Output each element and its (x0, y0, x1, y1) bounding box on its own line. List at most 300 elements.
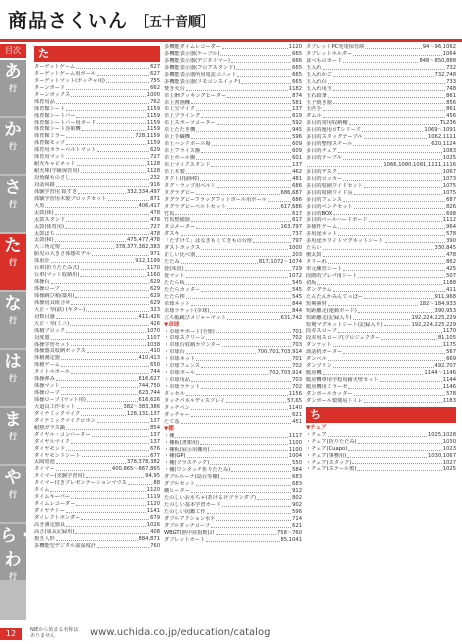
index-entry (34, 120, 160, 127)
entry-pages: 1004 (288, 453, 302, 460)
entry-name: 卓上手織機 (164, 134, 190, 141)
entry-pages: 620,1124 (431, 141, 456, 148)
entry-name: ダイナミックマイク (34, 410, 81, 417)
index-entry (306, 134, 456, 141)
leader-dots (78, 189, 126, 194)
entry-pages: 1144 (442, 377, 456, 383)
entry-pages: 332,334,497 (126, 188, 160, 195)
entry-pages: 728,1159 (135, 133, 160, 140)
entry-name: 多目的BOX (306, 210, 333, 217)
entry-name: タッセル (164, 390, 185, 397)
entry-name: ターンボード (34, 84, 66, 91)
leader-dots (87, 348, 149, 353)
index-entry (306, 377, 456, 384)
entry-pages: 492,707 (434, 363, 456, 370)
index-entry (306, 238, 456, 245)
entry-pages: 1107 (146, 334, 160, 341)
index-entry (306, 356, 456, 363)
entry-pages: 1100 (288, 446, 302, 453)
index-entry (34, 543, 160, 550)
index-entry (306, 58, 456, 65)
index-entry (306, 460, 456, 467)
entry-pages: 686 (292, 196, 302, 203)
leader-dots (175, 211, 291, 216)
index-entry (306, 432, 456, 439)
leader-dots (56, 182, 149, 187)
entry-pages: 737 (292, 231, 302, 238)
leader-dots (56, 231, 149, 236)
entry-pages: 378,377,382,383 (115, 244, 160, 251)
leader-dots (227, 204, 280, 209)
entry-name: ダイヤナトー (34, 508, 66, 514)
index-entry (164, 342, 302, 349)
entry-name: ダイヤル・コンバーター (34, 431, 91, 438)
entry-pages: 902 (292, 502, 302, 508)
entry-name: 短期素材 (306, 300, 327, 307)
index-entry (34, 161, 160, 168)
index-entry (34, 362, 160, 369)
entry-pages: 1188 (442, 279, 456, 286)
index-entry (34, 113, 160, 120)
leader-dots (343, 176, 442, 181)
entry-pages: 1083 (442, 148, 456, 155)
entry-pages: 203 (292, 252, 302, 259)
entry-name: 体育館シート (34, 105, 66, 112)
entry-name: 体操ロープ (34, 286, 60, 292)
leader-dots (317, 280, 441, 285)
leader-dots (71, 494, 146, 499)
index-entry (34, 217, 160, 224)
index-entry (164, 266, 302, 273)
entry-pages: 584 (292, 467, 302, 474)
entry-pages: 627 (150, 70, 160, 77)
entry-pages: 861 (446, 106, 456, 113)
index-entry (34, 265, 160, 272)
entry-pages: 1072 (288, 272, 302, 279)
entry-pages: 733 (446, 78, 456, 85)
entry-pages: 631,742 (280, 314, 302, 321)
leader-dots (51, 335, 146, 340)
leader-dots (328, 356, 445, 361)
index-entry (34, 279, 160, 286)
index-entry (306, 148, 456, 155)
leader-dots (338, 224, 445, 229)
entry-name: ・棚(GP) (164, 453, 186, 460)
entry-pages: 382〜383,386 (123, 403, 160, 410)
entry-pages: 702,703,914 (268, 370, 302, 377)
index-entry (164, 301, 302, 308)
entry-name: 体操学習セット (34, 341, 71, 348)
index-column-2 (164, 44, 302, 544)
index-entry (306, 266, 456, 273)
leader-dots (211, 162, 291, 167)
index-entry (34, 251, 160, 258)
leader-dots (348, 384, 441, 389)
entry-name: 体育館ミラー (34, 133, 66, 140)
leader-dots (364, 183, 442, 188)
entry-pages: 727 (150, 223, 160, 230)
leader-dots (227, 93, 291, 98)
leader-dots (328, 301, 419, 306)
leader-dots (128, 480, 153, 485)
entry-name: タッチペン (164, 404, 190, 411)
entry-pages: 408 (150, 528, 160, 535)
index-entry (34, 133, 160, 140)
entry-pages: 545 (292, 286, 302, 293)
entry-pages: 1160 (146, 272, 160, 279)
entry-name: 体育用品 (34, 98, 55, 105)
leader-dots (186, 349, 257, 354)
index-entry (306, 155, 456, 162)
leader-dots (323, 252, 446, 257)
index-entry (164, 384, 302, 391)
leader-dots (81, 411, 126, 416)
entry-name: ダンボール製簡易トイレ (306, 397, 363, 404)
entry-pages: 683 (292, 474, 302, 481)
index-entry (34, 182, 160, 189)
leader-dots (56, 314, 138, 319)
entry-name: 卓上フライス盤 (164, 148, 201, 155)
entry-name: 体操跳び箱(薬用) (34, 292, 75, 299)
leader-dots (56, 376, 138, 381)
leader-dots (97, 120, 146, 125)
entry-name: 短期マグネットシート(記録入り) (306, 321, 383, 328)
footer-note: NIEから始まる名称は ありません (30, 627, 79, 639)
leader-dots (75, 293, 149, 298)
page-title: 商品さくいん (8, 10, 129, 32)
entry-name: 卓上書画機 (164, 99, 190, 106)
index-tab-sublabel: 行 (9, 432, 17, 441)
entry-name: 対度器 (34, 334, 50, 341)
leader-dots (66, 446, 149, 451)
entry-pages: 462 (292, 168, 302, 175)
entry-pages: 137 (150, 438, 160, 445)
index-entry (164, 127, 302, 134)
index-entry (164, 51, 302, 58)
entry-name: タイムレコーダー (34, 501, 76, 508)
leader-dots (222, 342, 291, 347)
entry-pages: 545 (292, 293, 302, 300)
entry-pages: 581 (292, 99, 302, 106)
index-entry (306, 294, 456, 301)
entry-pages: 848〜850,888 (419, 57, 456, 64)
entry-pages: 862 (446, 259, 456, 266)
index-entry (164, 315, 302, 322)
index-entry (164, 391, 302, 398)
leader-dots (206, 335, 291, 340)
leader-dots (61, 244, 114, 249)
entry-name: 体操弾み (34, 376, 55, 383)
index-entry (164, 405, 302, 412)
index-entry (164, 412, 302, 419)
index-entry (164, 460, 302, 467)
leader-dots (354, 190, 442, 195)
entry-name: 玉入れ台 (306, 78, 327, 85)
index-entry (306, 190, 456, 197)
entry-name: 大正・琴(ミニ) (34, 320, 70, 327)
index-entry (306, 308, 456, 315)
entry-pages: 406,417 (138, 202, 160, 209)
leader-dots (216, 530, 276, 535)
index-tab-9[interactable] (0, 524, 34, 581)
leader-dots (323, 106, 446, 111)
entry-pages: 621 (292, 522, 302, 529)
leader-dots (191, 377, 291, 382)
leader-dots (76, 501, 145, 506)
leader-dots (328, 432, 427, 437)
index-entry (164, 65, 302, 72)
entry-name: 暖房機用ミラーゼ (306, 383, 348, 390)
page-number: 12 (0, 628, 22, 640)
entry-pages: 1120 (146, 501, 160, 508)
entry-pages: 1023 (442, 445, 456, 452)
leader-dots (186, 86, 288, 91)
leader-dots (97, 147, 149, 152)
index-entry (34, 154, 160, 161)
entry-pages: 1120 (146, 487, 160, 494)
leader-dots (97, 71, 149, 76)
entry-pages: 945 (292, 127, 302, 134)
leader-dots (333, 72, 434, 77)
leader-dots (55, 237, 126, 242)
leader-dots (92, 251, 149, 256)
index-entry (306, 176, 456, 183)
entry-pages: 1000 (146, 91, 160, 98)
entry-pages: 702 (292, 363, 302, 370)
entry-pages: 666 (292, 57, 302, 64)
index-entry (306, 245, 456, 252)
entry-name: タイトルボール (34, 369, 71, 376)
entry-name: 対数目盛 (34, 313, 55, 320)
entry-pages: 744,750 (138, 383, 160, 390)
entry-name: 抱き人形 (34, 535, 55, 542)
leader-dots (97, 543, 149, 548)
entry-pages: 817,1072〜1074 (258, 259, 302, 266)
entry-name: 多目的収納ワイドセット (306, 182, 363, 189)
leader-dots (50, 487, 145, 492)
entry-pages: 616,627 (138, 376, 160, 383)
index-tab-6[interactable] (0, 350, 26, 406)
leader-dots (175, 433, 287, 438)
leader-dots (186, 294, 291, 299)
leader-dots (71, 342, 145, 347)
entry-pages: 567 (446, 349, 456, 356)
entry-name: 玉入れかご (306, 71, 332, 78)
entry-name: ダイヤモンド (34, 445, 66, 452)
entry-pages: 1141 (146, 508, 160, 514)
index-tab-1[interactable] (0, 60, 26, 116)
entry-pages: 410,413 (138, 355, 160, 362)
leader-dots (365, 44, 421, 49)
leader-dots (201, 384, 291, 389)
leader-dots (307, 162, 382, 167)
leader-dots (323, 65, 446, 70)
index-entry (34, 210, 160, 217)
entry-pages: 182〜184,933 (419, 300, 456, 307)
leader-dots (77, 404, 123, 409)
catalog-url-link[interactable]: www.uchida.co.jp/education/catalog (90, 627, 271, 638)
index-entry (306, 287, 456, 294)
index-entry (164, 113, 302, 120)
index-entry (164, 488, 302, 495)
entry-name: 体積ブロック (34, 327, 66, 334)
leader-dots (191, 301, 291, 306)
index-tab-5[interactable] (0, 292, 26, 348)
leader-dots (201, 148, 291, 153)
entry-pages: 390 (446, 238, 456, 245)
entry-name: 耐熱ガラス鍋 (34, 424, 65, 431)
entry-name: 多目的デスク (306, 168, 337, 175)
leader-dots (323, 245, 434, 250)
entry-pages: 1073 (442, 175, 456, 182)
leader-dots (191, 100, 291, 105)
leader-dots (71, 369, 149, 374)
index-entry (306, 342, 456, 349)
index-entry (34, 203, 160, 210)
index-entry (306, 79, 456, 86)
entry-name: 大三角定規 (34, 244, 60, 251)
entry-pages: 884,871 (138, 535, 160, 542)
index-entry (164, 523, 302, 530)
leader-dots (82, 453, 150, 458)
entry-pages: 1026 (146, 521, 160, 528)
leader-dots (354, 204, 446, 209)
entry-pages: 1159 (146, 140, 160, 147)
index-entry (164, 183, 302, 190)
leader-dots (217, 183, 291, 188)
leader-dots (196, 481, 291, 486)
entry-name: 多目的チェア (306, 148, 337, 155)
leader-dots (253, 238, 291, 243)
entry-pages: 1183 (442, 397, 456, 404)
leader-dots (216, 329, 291, 334)
index-entry (306, 44, 456, 51)
index-entry (306, 439, 456, 446)
index-entry (34, 196, 160, 203)
leader-dots (211, 523, 291, 528)
leader-dots (65, 224, 149, 229)
entry-name: ダブルセット (164, 481, 195, 488)
entry-name: 体育館モップ (34, 140, 65, 147)
leader-dots (66, 154, 149, 159)
leader-dots (364, 294, 433, 299)
entry-pages: 665 (292, 71, 302, 78)
index-tab-label: た (4, 236, 22, 256)
index-tab-8[interactable] (0, 466, 26, 522)
index-entry (34, 231, 160, 238)
index-entry (34, 494, 160, 501)
index-entry (34, 466, 160, 473)
entry-pages: 802 (292, 495, 302, 502)
index-entry (306, 217, 456, 224)
index-entry (306, 384, 456, 391)
index-entry (306, 93, 456, 100)
index-entry (34, 307, 160, 314)
index-tab-2[interactable] (0, 118, 26, 174)
index-entry (306, 349, 456, 356)
entry-name: タイムキーパー (34, 494, 70, 501)
index-entry (164, 259, 302, 266)
leader-dots (358, 439, 442, 444)
leader-dots (51, 258, 135, 263)
entry-pages: 475,477,478 (126, 237, 160, 244)
entry-name: 太鼓ばち (34, 230, 55, 237)
entry-pages: 410 (150, 348, 160, 355)
entry-name: ・卓球台 (164, 349, 185, 356)
index-tab-4[interactable] (0, 234, 26, 290)
index-entry (164, 155, 302, 162)
index-tab-3[interactable] (0, 176, 26, 232)
index-entry (164, 79, 302, 86)
leader-dots (333, 287, 445, 292)
leader-dots (56, 99, 149, 104)
entry-pages: 629 (150, 279, 160, 286)
entry-name: ダンボールカッター (306, 390, 353, 397)
entry-name: 台車(マット収納用) (34, 272, 80, 279)
leader-dots (191, 412, 291, 417)
leader-dots (201, 363, 291, 368)
leader-dots (381, 335, 437, 340)
entry-name: ・卓球スクリーン (164, 335, 206, 342)
leader-dots (222, 502, 291, 507)
entry-pages: 703 (292, 342, 302, 349)
leader-dots (328, 259, 445, 264)
index-entry (164, 398, 302, 405)
entry-name: 玉石鉛筆 (306, 92, 327, 99)
index-entry (34, 85, 160, 92)
entry-pages: 411 (446, 286, 456, 293)
entry-pages: 1030 (442, 438, 456, 445)
entry-name: 暖房機専用学校用耐火壁セット (306, 377, 379, 383)
leader-dots (82, 126, 146, 131)
index-entry (306, 259, 456, 266)
leader-dots (358, 308, 434, 313)
leader-dots (71, 300, 149, 305)
index-tab-7[interactable] (0, 408, 26, 464)
entry-name: 大正・琴(鉄) (ギター) (34, 306, 86, 313)
index-entry (164, 190, 302, 197)
entry-pages: 874 (292, 92, 302, 99)
entry-name: 体操マット (34, 383, 60, 390)
entry-pages: 425 (446, 266, 456, 272)
entry-name: 大道具工作セット (34, 403, 76, 410)
entry-name: 談話机ガーター (306, 349, 343, 356)
entry-name: ・棚 (164, 432, 175, 439)
leader-dots (200, 440, 288, 445)
leader-dots (338, 328, 442, 333)
leader-dots (196, 127, 291, 132)
entry-name: 体育館シート巻取機 (34, 126, 81, 133)
index-entry (34, 126, 160, 133)
entry-name: 大黒 (34, 202, 45, 209)
index-entry (164, 433, 302, 440)
leader-dots (323, 113, 446, 118)
entry-name: WBGT(熱中症指数)計 (164, 529, 215, 536)
index-entry (306, 252, 456, 259)
entry-pages: 1000 (288, 245, 302, 252)
index-entry (34, 92, 160, 99)
entry-pages: 232 (150, 175, 160, 181)
entry-name: 段差スロープ (306, 328, 337, 335)
leader-dots (191, 134, 291, 139)
leader-dots (70, 321, 149, 326)
leader-dots (384, 322, 411, 327)
leader-dots (231, 467, 291, 472)
leader-dots (186, 280, 291, 285)
entry-name: 多目的ロッカー (306, 175, 343, 182)
index-entry (34, 404, 160, 411)
entry-pages: 861 (446, 92, 456, 99)
